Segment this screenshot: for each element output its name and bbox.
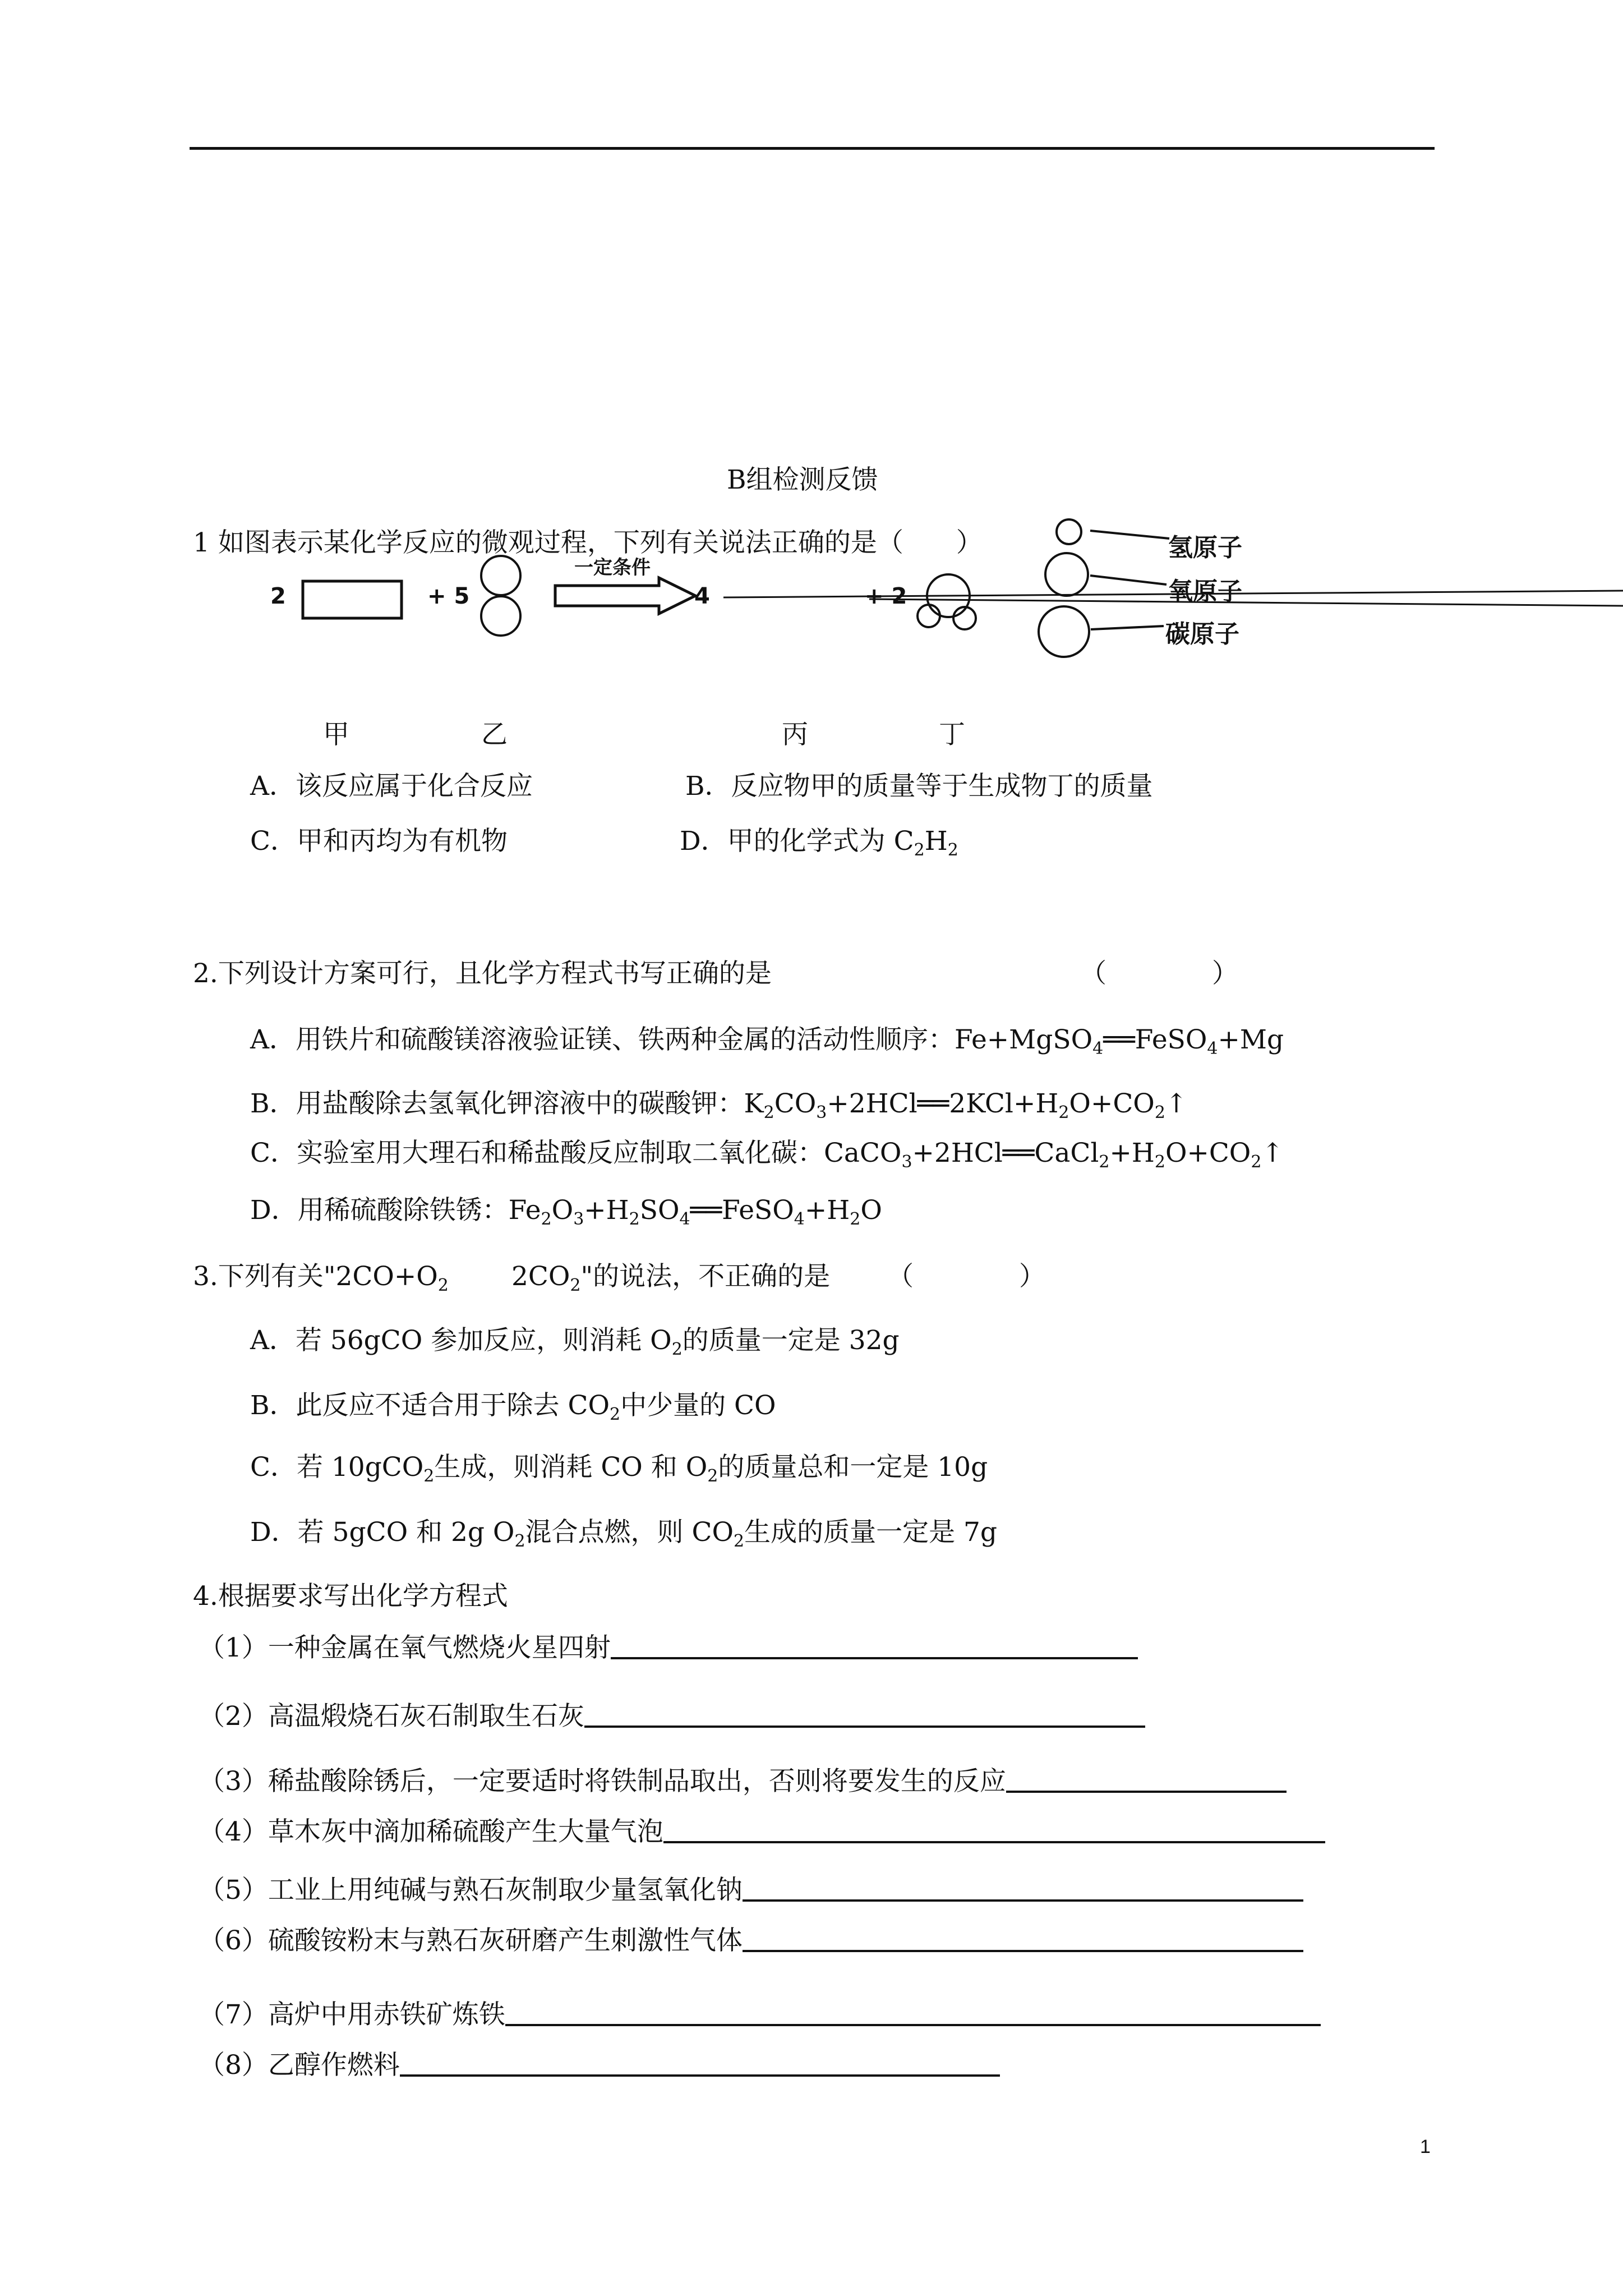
legend-o-pointer bbox=[1090, 576, 1166, 585]
q4-item-8: （8）乙醇作燃料 bbox=[199, 2049, 1000, 2082]
label-bing: 丙 bbox=[782, 719, 808, 750]
reaction-arrow bbox=[555, 578, 695, 614]
q1-option-c: C．甲和丙均为有机物 bbox=[250, 826, 508, 857]
legend-hydrogen: 氢原子 bbox=[1168, 533, 1242, 562]
stray-line-2 bbox=[869, 599, 1623, 606]
q3-option-b: B．此反应不适合用于除去 $CO_2$中少量的 CO bbox=[250, 1390, 776, 1424]
q4-item-2: （2）高温煅烧石灰石制取生石灰 bbox=[199, 1700, 1145, 1733]
legend-carbon: 碳原子 bbox=[1165, 620, 1239, 648]
q2-option-b: B．用盐酸除去氢氧化钾溶液中的碳酸钾：$K_2CO_3+2HCl══2KCl+H_2O+CO_2↑$ bbox=[250, 1088, 1188, 1122]
q1-option-b: B．反应物甲的质量等于生成物丁的质量 bbox=[685, 771, 1153, 802]
q4-item-4: （4）草木灰中滴加稀硫酸产生大量气泡 bbox=[199, 1815, 1325, 1849]
legend-oxygen: 氧原子 bbox=[1168, 577, 1242, 606]
answer-blank-8[interactable] bbox=[400, 2049, 1000, 2077]
q2-option-a: A．用铁片和硫酸镁溶液验证镁、铁两种金属的活动性顺序：Fe+MgSO$_4$══FeSO$_4$+Mg bbox=[250, 1024, 1284, 1059]
q2-stem: 2.下列设计方案可行，且化学方程式书写正确的是 bbox=[193, 958, 772, 989]
q4-item-5: （5）工业上用纯碱与熟石灰制取少量氢氧化钠 bbox=[199, 1874, 1303, 1907]
q2-option-c: C．实验室用大理石和稀盐酸反应制取二氧化碳：$CaCO_3+2HCl══CaCl_2+H_2O+CO_2↑$ bbox=[250, 1138, 1284, 1172]
coef-ding: + 2 bbox=[865, 583, 907, 609]
coef-bing: 4 bbox=[694, 583, 710, 609]
legend-h-pointer bbox=[1090, 531, 1169, 539]
reaction-condition: 一定条件 bbox=[574, 556, 651, 579]
q3-answer-paren: （ ） bbox=[887, 1261, 1045, 1292]
answer-blank-3[interactable] bbox=[1006, 1765, 1287, 1793]
molecule-yi-bottom bbox=[481, 596, 520, 636]
q3-option-a: A．若 56gCO 参加反应，则消耗 $O_2$的质量一定是 32g bbox=[250, 1325, 900, 1359]
coef-jia: 2 bbox=[270, 583, 286, 609]
q2-answer-paren: （ ） bbox=[1080, 958, 1238, 989]
q4-item-1: （1）一种金属在氧气燃烧火星四射 bbox=[199, 1631, 1138, 1665]
label-jia: 甲 bbox=[323, 719, 349, 750]
answer-blank-4[interactable] bbox=[663, 1815, 1325, 1843]
answer-blank-6[interactable] bbox=[743, 1924, 1303, 1952]
page-number: 1 bbox=[1420, 2136, 1431, 2157]
answer-blank-7[interactable] bbox=[505, 1998, 1321, 2026]
coef-yi: + 5 bbox=[427, 583, 470, 609]
answer-blank-1[interactable] bbox=[611, 1631, 1138, 1659]
q3-option-d: D．若 5gCO 和 2g $O_2$混合点燃，则 $CO_2$生成的质量一定是 7g bbox=[250, 1517, 998, 1551]
legend-c-circle bbox=[1039, 606, 1089, 657]
q4-item-6: （6）硫酸铵粉末与熟石灰研磨产生刺激性气体 bbox=[199, 1924, 1303, 1958]
section-title: B组检测反馈 bbox=[727, 464, 878, 495]
q3-option-c: C．若 10gCO$_2$生成，则消耗 CO 和 $O_2$的质量总和一定是 10g bbox=[250, 1452, 988, 1486]
q1-option-a: A．该反应属于化合反应 bbox=[250, 771, 533, 802]
label-yi: 乙 bbox=[481, 719, 508, 750]
q2-option-d: D．用稀硫酸除铁锈：$Fe_2O_3+H_2SO_4══FeSO_4+H_2O$ bbox=[250, 1195, 882, 1229]
molecule-ding-left bbox=[917, 605, 940, 627]
legend-o-circle bbox=[1045, 553, 1088, 596]
q4-item-7: （7）高炉中用赤铁矿炼铁 bbox=[199, 1998, 1321, 2032]
q3-stem-part1: 3.下列有关"$2CO+O_2$ bbox=[193, 1261, 449, 1295]
q4-item-3: （3）稀盐酸除锈后，一定要适时将铁制品取出，否则将要发生的反应 bbox=[199, 1765, 1287, 1798]
answer-blank-2[interactable] bbox=[584, 1700, 1145, 1728]
reaction-diagram-graphics bbox=[0, 0, 1623, 785]
legend-c-pointer bbox=[1091, 626, 1164, 629]
molecule-yi-top bbox=[481, 556, 520, 595]
q4-stem: 4.根据要求写出化学方程式 bbox=[193, 1581, 508, 1612]
q1-stem: 1 如图表示某化学反应的微观过程，下列有关说法正确的是（ ） bbox=[193, 527, 983, 558]
molecule-jia-box bbox=[303, 581, 402, 618]
label-ding: 丁 bbox=[939, 719, 965, 750]
q3-stem-part2: $2CO_2$"的说法，不正确的是 bbox=[511, 1261, 831, 1295]
answer-blank-5[interactable] bbox=[743, 1874, 1303, 1902]
legend-h-circle bbox=[1057, 519, 1081, 544]
q1-option-d: D．甲的化学式为 $C_2H_2$ bbox=[680, 826, 958, 860]
